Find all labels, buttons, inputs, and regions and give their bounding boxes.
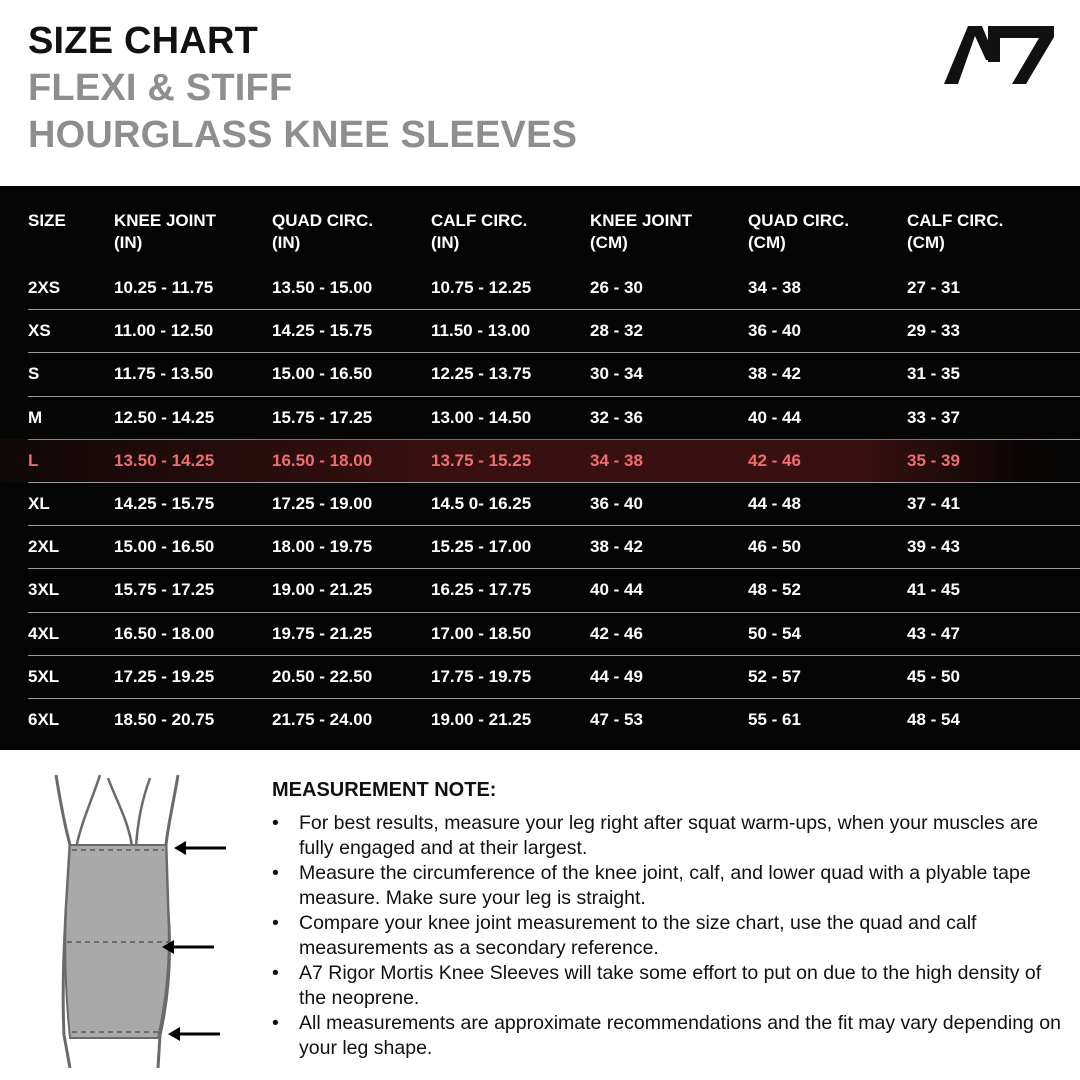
cell-quad-circ-in: 20.50 - 22.50: [272, 666, 373, 686]
bullet-icon: •: [272, 912, 279, 934]
cell-size: 6XL: [28, 710, 60, 729]
cell-size: XS: [28, 321, 51, 341]
cell-calf-circ-in: 12.25 - 13.75: [431, 364, 532, 384]
cell-size: M: [28, 407, 43, 427]
page-subtitle-line1: FLEXI & STIFF: [28, 67, 293, 109]
cell-quad-circ-in: 15.75 - 17.25: [272, 407, 373, 427]
table-row: [0, 309, 1080, 352]
cell-knee-joint-cm: 47 - 53: [590, 710, 643, 729]
cell-knee-joint-cm: 38 - 42: [590, 537, 643, 557]
cell-calf-circ-in: 10.75 - 12.25: [431, 278, 532, 297]
cell-calf-circ-cm: 39 - 43: [907, 537, 960, 557]
cell-quad-circ-in: 13.50 - 15.00: [272, 278, 373, 297]
cell-calf-circ-in: 17.00 - 18.50: [431, 623, 532, 643]
cell-knee-joint-cm: 42 - 46: [590, 623, 643, 643]
cell-quad-circ-cm: 40 - 44: [748, 407, 801, 427]
cell-calf-circ-cm: 48 - 54: [907, 710, 960, 729]
list-item: [272, 911, 1062, 961]
cell-quad-circ-in: 17.25 - 19.00: [272, 494, 373, 513]
cell-quad-circ-cm: 55 - 61: [748, 710, 801, 729]
note-text: Measure the circumference of the knee joint, calf, and lower quad with a plyable tape measure. Make sure your leg is straight.: [299, 862, 1031, 909]
table-row: [0, 568, 1080, 611]
page-title: SIZE CHART: [28, 20, 258, 62]
cell-quad-circ-in: 18.00 - 19.75: [272, 537, 373, 557]
bullet-icon: •: [272, 1012, 279, 1034]
cell-quad-circ-in: 14.25 - 15.75: [272, 321, 373, 341]
measurement-note-list: [272, 811, 1062, 1061]
table-header-row: [0, 210, 1080, 260]
column-header-quad-circ-cm: QUAD CIRC. (CM): [748, 211, 850, 252]
column-header-quad-circ-in: QUAD CIRC. (IN): [272, 211, 374, 252]
cell-size: 3XL: [28, 580, 60, 600]
list-item: [272, 811, 1062, 861]
cell-knee-joint-cm: 36 - 40: [590, 494, 643, 513]
bullet-icon: •: [272, 812, 279, 834]
page-subtitle-line2: HOURGLASS KNEE SLEEVES: [28, 114, 578, 156]
note-text: Compare your knee joint measurement to the size chart, use the quad and calf measurements as a secondary reference.: [299, 912, 977, 959]
knee-sleeve-leg-icon: [40, 770, 250, 1070]
cell-calf-circ-cm: 43 - 47: [907, 623, 960, 643]
cell-size: XL: [28, 494, 50, 513]
column-header-calf-circ-cm: CALF CIRC. (CM): [907, 211, 1004, 252]
table-row: [0, 655, 1080, 698]
cell-calf-circ-in: 16.25 - 17.75: [431, 580, 532, 600]
cell-calf-circ-cm: 45 - 50: [907, 666, 960, 686]
cell-quad-circ-cm: 46 - 50: [748, 537, 801, 557]
cell-size: 2XL: [28, 537, 60, 557]
cell-calf-circ-cm: 31 - 35: [907, 364, 960, 384]
column-header-size: SIZE: [28, 211, 66, 230]
cell-size: L: [28, 450, 39, 470]
cell-knee-joint-in: 10.25 - 11.75: [114, 278, 214, 297]
note-text: All measurements are approximate recommendations and the fit may vary depending on your leg shape.: [299, 1012, 1061, 1059]
cell-quad-circ-cm: 44 - 48: [748, 494, 801, 513]
cell-knee-joint-in: 15.00 - 16.50: [114, 537, 215, 557]
table-row: [0, 266, 1080, 309]
table-row: [0, 439, 1080, 482]
size-chart-table: [0, 186, 1080, 750]
cell-quad-circ-in: 15.00 - 16.50: [272, 364, 373, 384]
table-row: [0, 396, 1080, 439]
bullet-icon: •: [272, 862, 279, 884]
cell-calf-circ-in: 11.50 - 13.00: [431, 321, 531, 341]
cell-calf-circ-in: 13.75 - 15.25: [431, 450, 532, 470]
column-header-knee-joint-in: KNEE JOINT (IN): [114, 211, 217, 252]
cell-calf-circ-in: 14.5 0- 16.25: [431, 494, 532, 513]
cell-calf-circ-in: 13.00 - 14.50: [431, 407, 532, 427]
cell-knee-joint-cm: 30 - 34: [590, 364, 643, 384]
note-text: A7 Rigor Mortis Knee Sleeves will take some effort to put on due to the high density of the neoprene.: [299, 962, 1042, 1009]
arrow-left-icon: [168, 1027, 220, 1041]
cell-knee-joint-in: 12.50 - 14.25: [114, 407, 215, 427]
cell-quad-circ-in: 19.75 - 21.25: [272, 623, 373, 643]
cell-calf-circ-in: 15.25 - 17.00: [431, 537, 532, 557]
bullet-icon: •: [272, 962, 279, 984]
cell-knee-joint-in: 11.00 - 12.50: [114, 321, 214, 341]
cell-calf-circ-in: 19.00 - 21.25: [431, 710, 532, 729]
column-header-calf-circ-in: CALF CIRC. (IN): [431, 211, 528, 252]
a7-logo-icon: [944, 26, 1054, 84]
cell-calf-circ-cm: 29 - 33: [907, 321, 960, 341]
cell-knee-joint-cm: 40 - 44: [590, 580, 643, 600]
cell-calf-circ-in: 17.75 - 19.75: [431, 666, 532, 686]
cell-calf-circ-cm: 37 - 41: [907, 494, 960, 513]
cell-knee-joint-cm: 26 - 30: [590, 278, 643, 297]
table-row: [0, 352, 1080, 395]
cell-knee-joint-in: 14.25 - 15.75: [114, 494, 215, 513]
cell-calf-circ-cm: 33 - 37: [907, 407, 960, 427]
cell-size: 5XL: [28, 666, 60, 686]
cell-quad-circ-cm: 48 - 52: [748, 580, 801, 600]
cell-knee-joint-in: 16.50 - 18.00: [114, 623, 215, 643]
cell-quad-circ-cm: 34 - 38: [748, 278, 801, 297]
header: [0, 0, 1080, 186]
table-row: [0, 482, 1080, 525]
table-row: [0, 612, 1080, 655]
list-item: [272, 961, 1062, 1011]
cell-knee-joint-in: 17.25 - 19.25: [114, 666, 215, 686]
column-header-knee-joint-cm: KNEE JOINT (CM): [590, 211, 693, 252]
table-row: [0, 698, 1080, 741]
cell-calf-circ-cm: 41 - 45: [907, 580, 960, 600]
cell-calf-circ-cm: 35 - 39: [907, 450, 960, 470]
measurement-note-title: MEASUREMENT NOTE:: [272, 779, 497, 801]
cell-knee-joint-in: 11.75 - 13.50: [114, 364, 214, 384]
list-item: [272, 861, 1062, 911]
cell-size: S: [28, 364, 40, 384]
arrow-left-icon: [174, 841, 226, 855]
list-item: [272, 1011, 1062, 1061]
cell-knee-joint-cm: 44 - 49: [590, 666, 643, 686]
cell-quad-circ-cm: 38 - 42: [748, 364, 801, 384]
cell-quad-circ-cm: 50 - 54: [748, 623, 801, 643]
cell-knee-joint-cm: 34 - 38: [590, 450, 643, 470]
cell-quad-circ-in: 16.50 - 18.00: [272, 450, 373, 470]
table-row: [0, 525, 1080, 568]
cell-calf-circ-cm: 27 - 31: [907, 278, 960, 297]
note-text: For best results, measure your leg right after squat warm-ups, when your muscles are fully engaged and at their largest.: [299, 812, 1039, 859]
cell-quad-circ-in: 21.75 - 24.00: [272, 710, 373, 729]
cell-quad-circ-cm: 36 - 40: [748, 321, 801, 341]
cell-quad-circ-in: 19.00 - 21.25: [272, 580, 373, 600]
cell-quad-circ-cm: 52 - 57: [748, 666, 801, 686]
cell-knee-joint-in: 18.50 - 20.75: [114, 710, 215, 729]
measurement-section: [0, 750, 1080, 1080]
cell-size: 4XL: [28, 623, 60, 643]
cell-knee-joint-in: 13.50 - 14.25: [114, 450, 215, 470]
cell-size: 2XS: [28, 278, 61, 297]
cell-knee-joint-cm: 28 - 32: [590, 321, 643, 341]
cell-knee-joint-in: 15.75 - 17.25: [114, 580, 215, 600]
cell-quad-circ-cm: 42 - 46: [748, 450, 801, 470]
cell-knee-joint-cm: 32 - 36: [590, 407, 643, 427]
